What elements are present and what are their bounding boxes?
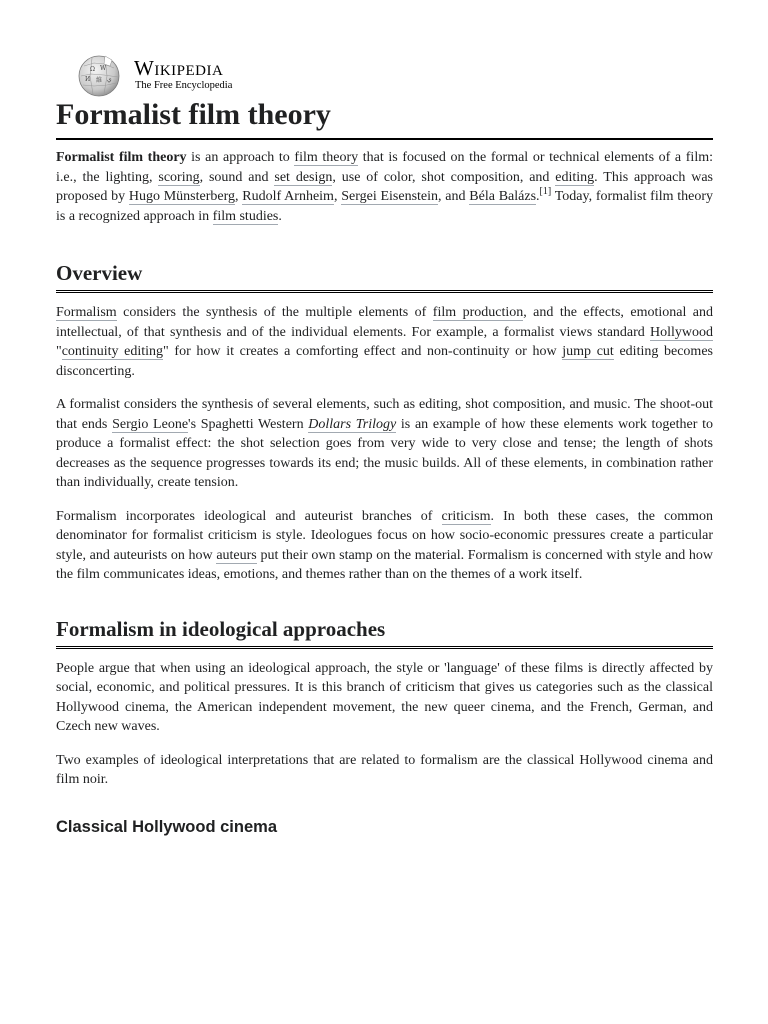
link-dollars-trilogy[interactable]: Dollars Trilogy (308, 416, 397, 432)
svg-text:W: W (100, 65, 107, 72)
link-editing[interactable]: editing (555, 169, 595, 185)
overview-paragraph-2: A formalist considers the synthesis of several elements, such as editing, shot composition, and music. The shoot-out that ends Sergio Leone's Spaghetti Western Dollars Trilogy is an example of how these elements work together to produce a formalist effect: the shot selection goes from very wide to very close and tense; the length of shots decreases as the sequence progresses towards its end; the music builds. All of these elements, in combination rather than individually, create tension. (56, 397, 714, 490)
reference-1[interactable]: [1] (539, 186, 552, 197)
link-hugo-munsterberg[interactable]: Hugo Münsterberg (128, 189, 236, 204)
intro-paragraph: Formalist film theory is an approach to film theory that is focused on the formal or technical elements of a film: i.e., the lighting, scoring, sound and set design, use of color, shot composition, and editing. This approach was proposed by Hugo Münsterberg, Rudolf Arnheim, Sergei Eisenstein, and Béla Balázs.[1] Today, formalist film theory is a recognized approach in film studies. (56, 150, 714, 224)
link-film-theory[interactable]: film theory (294, 150, 359, 165)
link-set-design[interactable]: set design (274, 169, 333, 185)
link-film-production[interactable]: film production (432, 305, 524, 320)
link-formalism[interactable]: Formalism (56, 305, 117, 320)
wikipedia-logo[interactable] (74, 54, 264, 98)
ideological-paragraph-1: People argue that when using an ideological approach, the style or 'language' of these films is directly affected by social, economic, and political pressures. It is this branch of criticism that gives us categories such as the classical Hollywood cinema, the American independent movement, the new queer cinema, and the French, German, and Czech new waves. (56, 660, 713, 734)
heading-classical-hollywood: Classical Hollywood cinema (56, 817, 277, 836)
overview-paragraph-1: Formalism considers the synthesis of the multiple elements of film production, and the effects, emotional and intellectual, of that synthesis and of the individual elements. For example, a formalist views standard Hollywood "continuity editing" for how it creates a comforting effect and non-continuity or how jump cut editing becomes disconcerting. (56, 305, 713, 379)
article-content (56, 96, 713, 838)
link-hollywood[interactable]: Hollywood (650, 324, 713, 340)
link-auteurs[interactable]: auteurs (216, 547, 257, 563)
svg-text:ي: ي (107, 76, 112, 83)
page-title: Formalist film theory (56, 96, 713, 140)
link-scoring[interactable]: scoring (158, 169, 200, 185)
svg-text:維: 維 (96, 77, 103, 84)
logo-wordmark: Wikipedia (134, 56, 224, 80)
intro-bold-term: Formalist film theory (56, 150, 187, 165)
link-bela-balazs[interactable]: Béla Balázs (469, 189, 537, 204)
link-sergei-eisenstein[interactable]: Sergei Eisenstein (341, 189, 439, 204)
link-jump-cut[interactable]: jump cut (562, 344, 614, 359)
heading-formalism-ideological: Formalism in ideological approaches (56, 615, 713, 649)
svg-text:Ω: Ω (90, 66, 95, 73)
wikipedia-globe-icon (74, 54, 122, 98)
link-film-studies[interactable]: film studies (212, 208, 279, 224)
overview-paragraph-3: Formalism incorporates ideological and auteurist branches of criticism. In both these cases, the common denominator for formalist criticism is style. Ideologues focus on how socio-economic pressures create a particular style, and auteurists on how auteurs put their own stamp on the material. Formalism is concerned with style and how the film communicates ideas, emotions, and themes rather than on the themes of a work itself. (56, 508, 714, 582)
logo-tagline: The Free Encyclopedia (135, 80, 233, 91)
link-criticism[interactable]: criticism (441, 508, 491, 524)
heading-overview: Overview (56, 259, 713, 293)
link-rudolf-arnheim[interactable]: Rudolf Arnheim (242, 189, 334, 204)
link-continuity-editing[interactable]: continuity editing (61, 344, 164, 359)
svg-text:И: И (85, 76, 91, 83)
ideological-paragraph-2: Two examples of ideological interpretations that are related to formalism are the classical Hollywood cinema and film noir. (56, 752, 713, 787)
link-sergio-leone[interactable]: Sergio Leone (112, 416, 189, 432)
